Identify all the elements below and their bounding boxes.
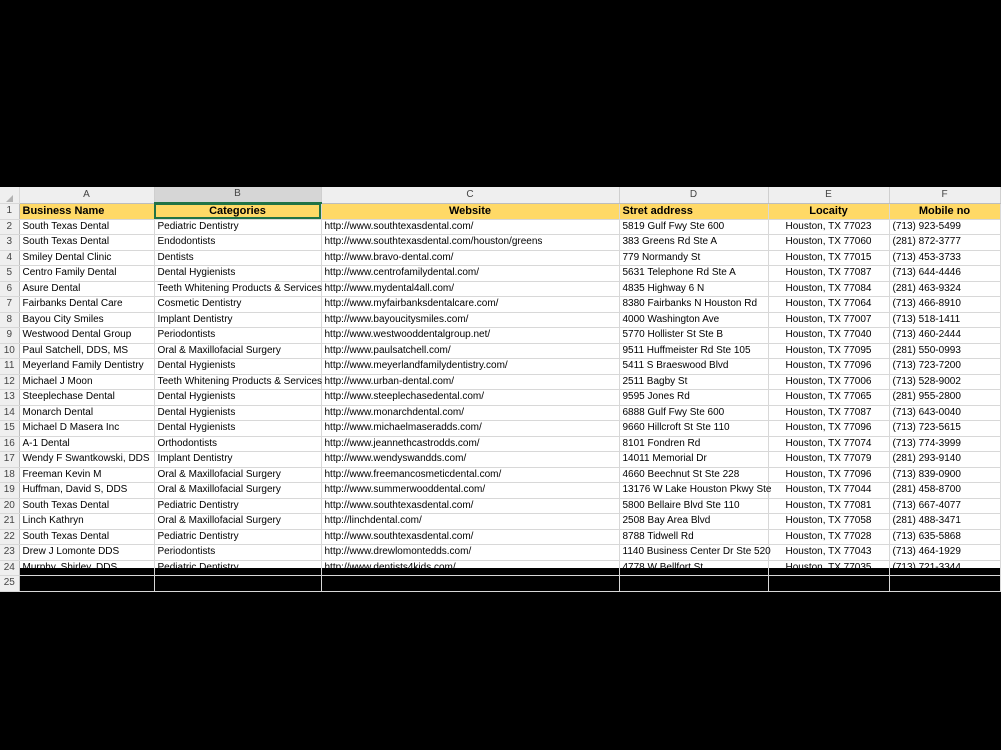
cell-category[interactable]: Dentists <box>154 250 321 266</box>
cell-street-address[interactable]: 5800 Bellaire Blvd Ste 110 <box>619 498 768 514</box>
cell-street-address[interactable]: 5631 Telephone Rd Ste A <box>619 266 768 282</box>
table-row <box>0 467 1000 483</box>
column-header-c[interactable]: C <box>321 187 619 203</box>
cell-website[interactable]: http://www.steeplechasedental.com/ <box>321 390 619 406</box>
cell-website[interactable]: http://www.paulsatchell.com/ <box>321 343 619 359</box>
cell-mobile[interactable]: (713) 460-2444 <box>889 328 1000 344</box>
table-row <box>0 219 1000 235</box>
cell-business-name[interactable]: Fairbanks Dental Care <box>19 297 154 313</box>
cell-locality[interactable]: Houston, TX 77035 <box>768 560 889 576</box>
table-row <box>0 343 1000 359</box>
cell-locality[interactable]: Houston, TX 77087 <box>768 405 889 421</box>
cell-category[interactable]: Dental Hygienists <box>154 390 321 406</box>
cell-locality[interactable]: Houston, TX 77074 <box>768 436 889 452</box>
cell-mobile[interactable]: (281) 293-9140 <box>889 452 1000 468</box>
cell-mobile[interactable]: (281) 550-0993 <box>889 343 1000 359</box>
cell-street-address[interactable]: 9595 Jones Rd <box>619 390 768 406</box>
table-row <box>0 545 1000 561</box>
cell-business-name[interactable]: South Texas Dental <box>19 498 154 514</box>
cell-street-address[interactable]: 5770 Hollister St Ste B <box>619 328 768 344</box>
cell-mobile[interactable]: (713) 723-5615 <box>889 421 1000 437</box>
cell-category[interactable]: Dental Hygienists <box>154 405 321 421</box>
cell-locality[interactable]: Houston, TX 77079 <box>768 452 889 468</box>
cell-mobile[interactable]: (713) 464-1929 <box>889 545 1000 561</box>
cell-mobile[interactable]: (713) 453-3733 <box>889 250 1000 266</box>
header-cell-mobile[interactable]: Mobile no <box>889 203 1000 219</box>
cell-website[interactable]: http://www.southtexasdental.com/ <box>321 498 619 514</box>
table-row <box>0 374 1000 390</box>
cell-business-name[interactable]: Drew J Lomonte DDS <box>19 545 154 561</box>
cell-street-address[interactable]: 1140 Business Center Dr Ste 520 <box>619 545 768 561</box>
cell-business-name[interactable]: Asure Dental <box>19 281 154 297</box>
cell-website[interactable]: http://www.freemancosmeticdental.com/ <box>321 467 619 483</box>
cell-mobile[interactable]: (713) 528-9002 <box>889 374 1000 390</box>
cell-mobile[interactable]: (713) 774-3999 <box>889 436 1000 452</box>
table-row <box>0 390 1000 406</box>
row-number[interactable]: 12 <box>0 374 19 390</box>
row-number[interactable]: 9 <box>0 328 19 344</box>
column-header-b[interactable]: B <box>154 187 321 203</box>
cell-locality[interactable]: Houston, TX 77096 <box>768 467 889 483</box>
table-row <box>0 250 1000 266</box>
cell-street-address[interactable]: 8380 Fairbanks N Houston Rd <box>619 297 768 313</box>
cell-website[interactable]: http://www.mydental4all.com/ <box>321 281 619 297</box>
table-row <box>0 576 1000 592</box>
cell-category[interactable]: Oral & Maxillofacial Surgery <box>154 514 321 530</box>
cell-website[interactable]: http://www.bayoucitysmiles.com/ <box>321 312 619 328</box>
cell-website[interactable]: http://www.southtexasdental.com/houston/greens <box>321 235 619 251</box>
row-number[interactable]: 25 <box>0 576 19 592</box>
row-number[interactable]: 13 <box>0 390 19 406</box>
cell-category[interactable]: Implant Dentistry <box>154 452 321 468</box>
cell-category[interactable]: Teeth Whitening Products & Services <box>154 374 321 390</box>
cell-locality[interactable]: Houston, TX 77040 <box>768 328 889 344</box>
cell-street-address[interactable]: 4000 Washington Ave <box>619 312 768 328</box>
table-row <box>0 281 1000 297</box>
cell-locality[interactable]: Houston, TX 77028 <box>768 529 889 545</box>
cell-mobile[interactable]: (713) 667-4077 <box>889 498 1000 514</box>
table-row <box>0 312 1000 328</box>
table-row <box>0 297 1000 313</box>
cell-mobile[interactable]: (281) 872-3777 <box>889 235 1000 251</box>
cell-mobile[interactable]: (281) 458-8700 <box>889 483 1000 499</box>
cell-locality[interactable]: Houston, TX 77096 <box>768 359 889 375</box>
table-row <box>0 359 1000 375</box>
cell-street-address[interactable]: 5819 Gulf Fwy Ste 600 <box>619 219 768 235</box>
cell-category[interactable]: Pediatric Dentistry <box>154 560 321 576</box>
row-number[interactable]: 22 <box>0 529 19 545</box>
cell-street-address[interactable]: 4835 Highway 6 N <box>619 281 768 297</box>
cell-mobile[interactable]: (713) 923-5499 <box>889 219 1000 235</box>
cell-mobile[interactable]: (713) 635-5868 <box>889 529 1000 545</box>
cell-street-address[interactable]: 6888 Gulf Fwy Ste 600 <box>619 405 768 421</box>
cell-website[interactable]: http://www.meyerlandfamilydentistry.com/ <box>321 359 619 375</box>
cell-business-name[interactable]: Paul Satchell, DDS, MS <box>19 343 154 359</box>
cell-business-name[interactable]: Michael J Moon <box>19 374 154 390</box>
row-number[interactable]: 17 <box>0 452 19 468</box>
cell-street-address[interactable]: 13176 W Lake Houston Pkwy Ste <box>619 483 768 499</box>
table-row <box>0 328 1000 344</box>
table-row <box>0 529 1000 545</box>
row-number[interactable]: 20 <box>0 498 19 514</box>
cell-website[interactable]: http://www.jeannethcastrodds.com/ <box>321 436 619 452</box>
data-table <box>0 187 1001 592</box>
cell-locality[interactable]: Houston, TX 77087 <box>768 266 889 282</box>
cell-business-name[interactable]: Murphy, Shirley, DDS <box>19 560 154 576</box>
cell-business-name[interactable]: Michael D Masera Inc <box>19 421 154 437</box>
cell-business-name[interactable]: Meyerland Family Dentistry <box>19 359 154 375</box>
column-header-e[interactable]: E <box>768 187 889 203</box>
cell-locality[interactable]: Houston, TX 77015 <box>768 250 889 266</box>
cell-street-address[interactable]: 14011 Memorial Dr <box>619 452 768 468</box>
row-number[interactable]: 21 <box>0 514 19 530</box>
cell-locality[interactable]: Houston, TX 77023 <box>768 219 889 235</box>
column-header-d[interactable]: D <box>619 187 768 203</box>
table-row <box>0 560 1000 576</box>
cell-locality[interactable]: Houston, TX 77096 <box>768 421 889 437</box>
table-row <box>0 266 1000 282</box>
cell-mobile[interactable]: (281) 463-9324 <box>889 281 1000 297</box>
cell-business-name[interactable]: Steeplechase Dental <box>19 390 154 406</box>
cell-business-name[interactable]: Bayou City Smiles <box>19 312 154 328</box>
cell-business-name[interactable]: South Texas Dental <box>19 219 154 235</box>
table-row <box>0 421 1000 437</box>
cell-business-name[interactable]: Freeman Kevin M <box>19 467 154 483</box>
cell-category[interactable]: Endodontists <box>154 235 321 251</box>
cell-website[interactable]: http://www.michaelmaseradds.com/ <box>321 421 619 437</box>
cell-street-address[interactable]: 9511 Huffmeister Rd Ste 105 <box>619 343 768 359</box>
cell-business-name[interactable]: Linch Kathryn <box>19 514 154 530</box>
cell-category[interactable]: Oral & Maxillofacial Surgery <box>154 483 321 499</box>
cell-website[interactable]: http://www.urban-dental.com/ <box>321 374 619 390</box>
cell-locality[interactable]: Houston, TX 77095 <box>768 343 889 359</box>
cell-website[interactable]: http://www.southtexasdental.com/ <box>321 576 619 592</box>
cell-category[interactable]: Dental Hygienists <box>154 421 321 437</box>
cell-locality[interactable]: Houston, TX 77065 <box>768 390 889 406</box>
spreadsheet-grid[interactable] <box>0 187 1000 588</box>
cell-mobile[interactable]: (713) 466-8910 <box>889 297 1000 313</box>
cell-website[interactable]: http://www.bravo-dental.com/ <box>321 250 619 266</box>
row-number[interactable]: 1 <box>0 203 19 219</box>
cell-street-address[interactable]: 9660 Hillcroft St Ste 110 <box>619 421 768 437</box>
table-row <box>0 235 1000 251</box>
cell-mobile[interactable]: (713) 643-0040 <box>889 405 1000 421</box>
row-number[interactable]: 23 <box>0 545 19 561</box>
select-all-corner[interactable] <box>0 187 19 203</box>
cell-business-name[interactable]: Wendy F Swantkowski, DDS <box>19 452 154 468</box>
cell-category[interactable]: Pediatric Dentistry <box>154 219 321 235</box>
cell-category[interactable]: Teeth Whitening Products & Services <box>154 281 321 297</box>
cell-category[interactable]: Oral & Maxillofacial Surgery <box>154 343 321 359</box>
cell-category[interactable]: Periodontists <box>154 328 321 344</box>
cell-locality[interactable]: Houston, TX 77043 <box>768 545 889 561</box>
column-header-a[interactable]: A <box>19 187 154 203</box>
cell-mobile[interactable]: (281) 488-3471 <box>889 514 1000 530</box>
header-cell-business-name[interactable]: Business Name <box>19 203 154 219</box>
cell-website[interactable]: http://www.monarchdental.com/ <box>321 405 619 421</box>
cell-business-name[interactable]: Westwood Dental Group <box>19 328 154 344</box>
table-row <box>0 436 1000 452</box>
cell-mobile[interactable]: (713) 451-5700 <box>889 576 1000 592</box>
table-row <box>0 498 1000 514</box>
cell-mobile[interactable]: (713) 518-1411 <box>889 312 1000 328</box>
cell-website[interactable]: http://www.drewlomontedds.com/ <box>321 545 619 561</box>
column-header-f[interactable]: F <box>889 187 1000 203</box>
cell-street-address[interactable]: 2508 Bay Area Blvd <box>619 514 768 530</box>
cell-website[interactable]: http://www.centrofamilydental.com/ <box>321 266 619 282</box>
table-row <box>0 452 1000 468</box>
cell-street-address[interactable]: 5411 S Braeswood Blvd <box>619 359 768 375</box>
table-row <box>0 483 1000 499</box>
cell-street-address[interactable]: 8101 Fondren Rd <box>619 436 768 452</box>
cell-business-name[interactable]: Centro Family Dental <box>19 266 154 282</box>
header-cell-locality[interactable]: Locaity <box>768 203 889 219</box>
header-row <box>0 203 1000 219</box>
row-number[interactable]: 2 <box>0 219 19 235</box>
row-number[interactable]: 10 <box>0 343 19 359</box>
cell-category[interactable]: Pediatric Dentistry <box>154 529 321 545</box>
row-number[interactable]: 4 <box>0 250 19 266</box>
cell-mobile[interactable]: (281) 955-2800 <box>889 390 1000 406</box>
cell-website[interactable]: http://www.westwooddentalgroup.net/ <box>321 328 619 344</box>
cell-website[interactable]: http://www.myfairbanksdentalcare.com/ <box>321 297 619 313</box>
cell-street-address[interactable]: 4778 W Bellfort St <box>619 560 768 576</box>
cell-business-name[interactable]: South Texas Dental <box>19 576 154 592</box>
cell-website[interactable]: http://www.wendyswandds.com/ <box>321 452 619 468</box>
cell-business-name[interactable]: South Texas Dental <box>19 529 154 545</box>
cell-street-address[interactable]: 8788 Tidwell Rd <box>619 529 768 545</box>
cell-locality[interactable]: Houston, TX 77081 <box>768 498 889 514</box>
cell-business-name[interactable]: Huffman, David S, DDS <box>19 483 154 499</box>
cell-category[interactable]: Pediatric Dentistry <box>154 576 321 592</box>
row-number[interactable]: 8 <box>0 312 19 328</box>
header-cell-categories[interactable]: Categories <box>154 203 321 219</box>
cell-locality[interactable]: Houston, TX 77029 <box>768 576 889 592</box>
row-number[interactable]: 18 <box>0 467 19 483</box>
cell-website[interactable]: http://www.southtexasdental.com/ <box>321 219 619 235</box>
cell-mobile[interactable]: (713) 721-3344 <box>889 560 1000 576</box>
row-number[interactable]: 24 <box>0 560 19 576</box>
cell-locality[interactable]: Houston, TX 77006 <box>768 374 889 390</box>
header-cell-website[interactable]: Website <box>321 203 619 219</box>
cell-street-address[interactable]: 2511 Bagby St <box>619 374 768 390</box>
cell-locality[interactable]: Houston, TX 77060 <box>768 235 889 251</box>
table-row <box>0 405 1000 421</box>
row-number[interactable]: 5 <box>0 266 19 282</box>
cell-category[interactable]: Periodontists <box>154 545 321 561</box>
cell-locality[interactable]: Houston, TX 77064 <box>768 297 889 313</box>
cell-category[interactable]: Dental Hygienists <box>154 359 321 375</box>
cell-street-address[interactable]: 4660 Beechnut St Ste 228 <box>619 467 768 483</box>
cell-business-name[interactable]: South Texas Dental <box>19 235 154 251</box>
row-number[interactable]: 14 <box>0 405 19 421</box>
cell-locality[interactable]: Houston, TX 77007 <box>768 312 889 328</box>
cell-locality[interactable]: Houston, TX 77044 <box>768 483 889 499</box>
cell-street-address[interactable]: 12052 East Fwy <box>619 576 768 592</box>
header-cell-street-address[interactable]: Stret address <box>619 203 768 219</box>
cell-business-name[interactable]: Smiley Dental Clinic <box>19 250 154 266</box>
cell-website[interactable]: http://www.dentists4kids.com/ <box>321 560 619 576</box>
cell-locality[interactable]: Houston, TX 77058 <box>768 514 889 530</box>
cell-mobile[interactable]: (713) 723-7200 <box>889 359 1000 375</box>
cell-category[interactable]: Dental Hygienists <box>154 266 321 282</box>
cell-street-address[interactable]: 779 Normandy St <box>619 250 768 266</box>
row-number[interactable]: 3 <box>0 235 19 251</box>
row-number[interactable]: 16 <box>0 436 19 452</box>
cell-category[interactable]: Oral & Maxillofacial Surgery <box>154 467 321 483</box>
row-number[interactable]: 11 <box>0 359 19 375</box>
cell-business-name[interactable]: A-1 Dental <box>19 436 154 452</box>
row-number[interactable]: 15 <box>0 421 19 437</box>
cell-category[interactable]: Implant Dentistry <box>154 312 321 328</box>
cell-business-name[interactable]: Monarch Dental <box>19 405 154 421</box>
cell-website[interactable]: http://www.southtexasdental.com/ <box>321 529 619 545</box>
cell-street-address[interactable]: 383 Greens Rd Ste A <box>619 235 768 251</box>
cell-locality[interactable]: Houston, TX 77084 <box>768 281 889 297</box>
cell-category[interactable]: Orthodontists <box>154 436 321 452</box>
cell-website[interactable]: http://www.summerwooddental.com/ <box>321 483 619 499</box>
row-number[interactable]: 19 <box>0 483 19 499</box>
row-number[interactable]: 7 <box>0 297 19 313</box>
row-number[interactable]: 6 <box>0 281 19 297</box>
cell-category[interactable]: Pediatric Dentistry <box>154 498 321 514</box>
table-row <box>0 514 1000 530</box>
cell-website[interactable]: http://linchdental.com/ <box>321 514 619 530</box>
cell-mobile[interactable]: (713) 644-4446 <box>889 266 1000 282</box>
cell-mobile[interactable]: (713) 839-0900 <box>889 467 1000 483</box>
cell-category[interactable]: Cosmetic Dentistry <box>154 297 321 313</box>
